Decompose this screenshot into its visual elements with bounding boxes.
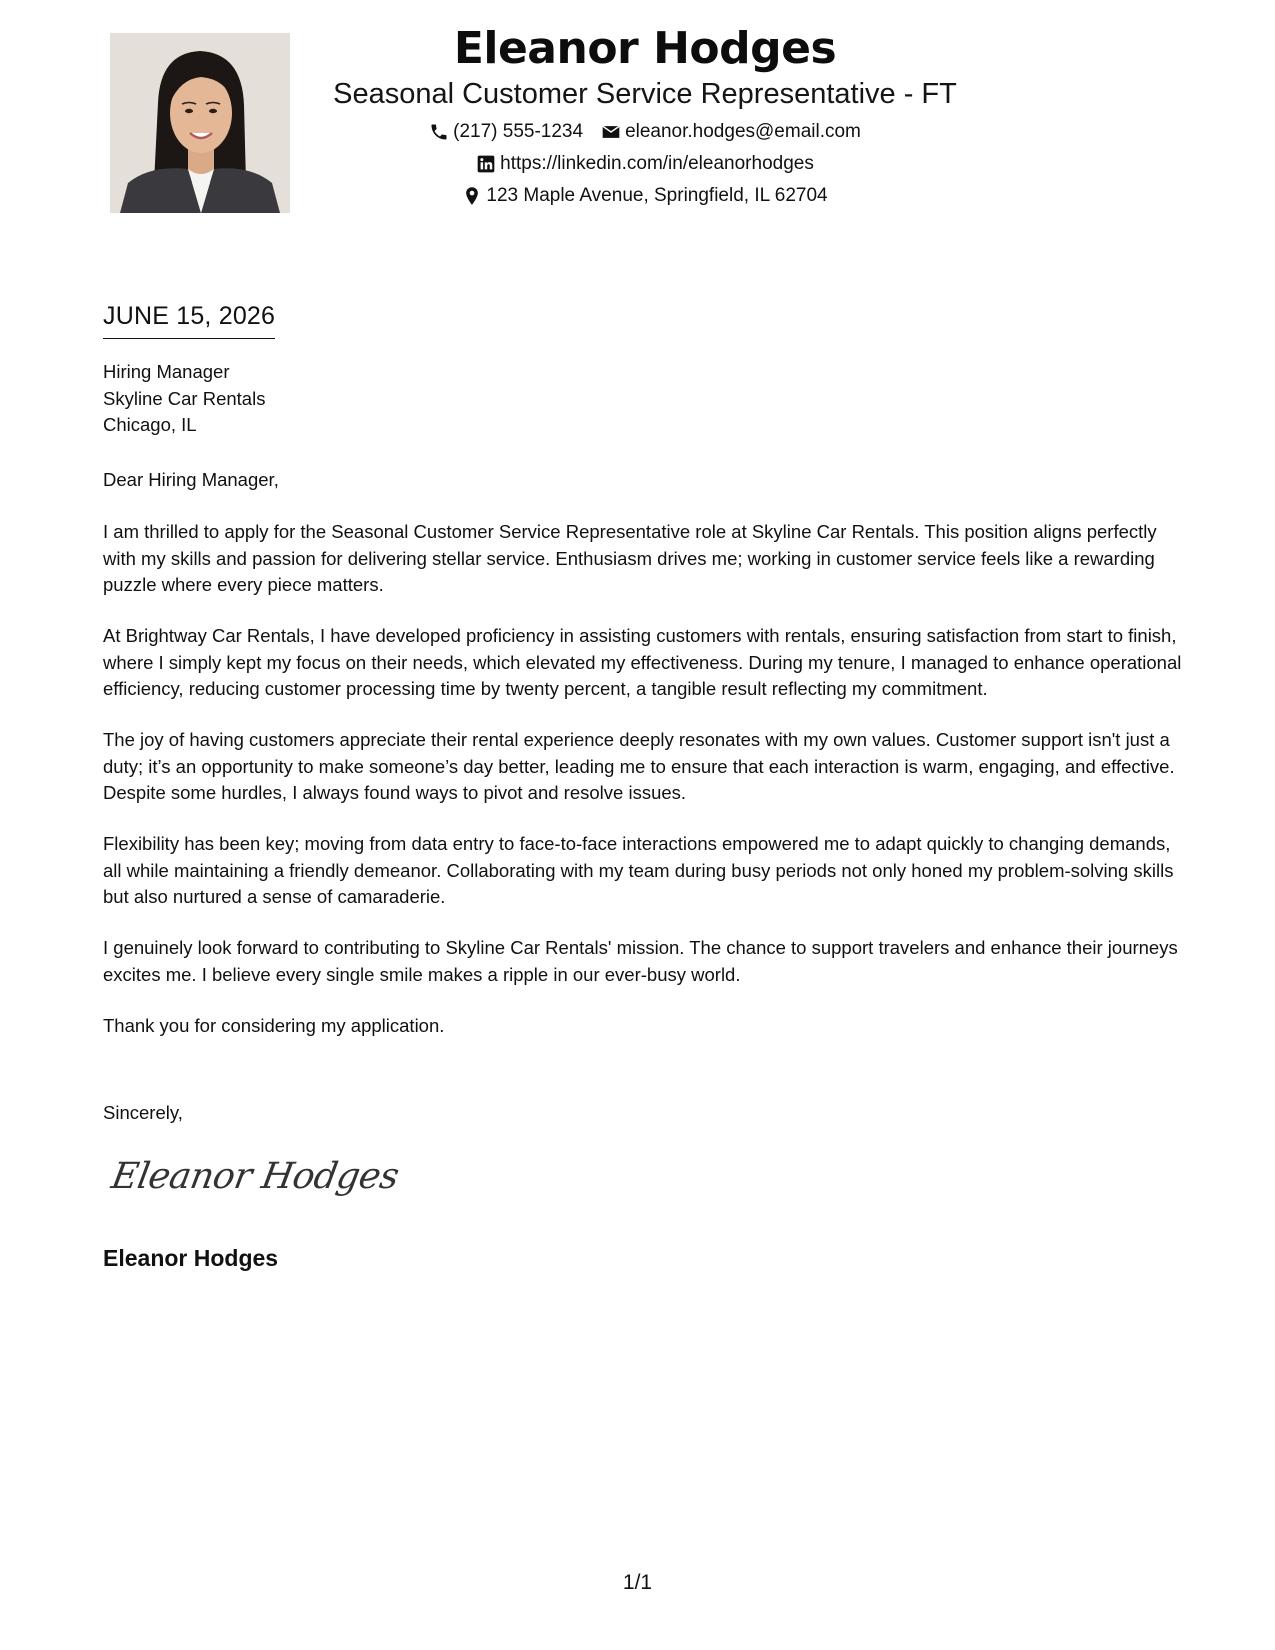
job-title: Seasonal Customer Service Representative - FT [333,78,957,110]
salutation: Dear Hiring Manager, [103,469,279,490]
email-contact [601,120,861,144]
body-paragraph: Flexibility has been key; moving from data entry to face-to-face interactions empowered me to adapt quickly to changing demands, all while maintaining a friendly demeanor. Collaborating with my team during busy periods not only honed my problem-solving skills but also nurtured a sense of camaraderie. [103,833,1174,907]
letter-header [300,22,990,208]
body-paragraph: I am thrilled to apply for the Seasonal Customer Service Representative role at Skyline Car Rentals. This position aligns perfectly with my skills and passion for delivering stellar service. Enthusiasm drives me; working in customer service feels like a rewarding puzzle where every piece matters. [103,521,1157,595]
recipient-block [103,359,265,439]
contact-line-phone-email [300,120,990,144]
signer-name: Eleanor Hodges [103,1245,279,1271]
recipient-line: Skyline Car Rentals [103,387,266,409]
body-paragraph: I genuinely look forward to contributing to Skyline Car Rentals' mission. The chance to support travelers and enhance their journeys excites me. I believe every single smile makes a ripple in our ever-busy world. [103,937,1178,985]
street-address: 123 Maple Avenue, Springfield, IL 62704 [486,185,828,206]
recipient-line: Chicago, IL [103,414,197,435]
closing: Sincerely, [103,1102,183,1123]
contact-line-linkedin [300,152,990,176]
linkedin-contact [476,152,814,176]
linkedin-icon [476,154,496,174]
email-address: eleanor.hodges@email.com [625,121,861,142]
letter-date: JUNE 15, 2026 [103,300,275,339]
address-contact [462,184,827,208]
linkedin-url: https://linkedin.com/in/eleanorhodges [500,153,814,174]
body-paragraph: At Brightway Car Rentals, I have developed proficiency in assisting customers with rentals, ensuring satisfaction from start to finish, where I simply kept my focus on their needs, which elevated my effectiveness. During my tenure, I managed to enhance operational efficiency, reducing customer processing time by twenty percent, a tangible result reflecting my commitment. [103,625,1182,699]
phone-contact [429,120,583,144]
phone-icon [429,122,449,142]
body-paragraph: The joy of having customers appreciate their rental experience deeply resonates with my own values. Customer support isn't just a duty; it’s an opportunity to make someone’s day better, leading me to ensure that each interaction is warm, engaging, and effective. Despite some hurdles, I always found ways to pivot and resolve issues. [103,729,1175,803]
recipient-line: Hiring Manager [103,361,230,382]
contact-line-address [300,184,990,208]
body-paragraph: Thank you for considering my application. [103,1015,445,1036]
applicant-name: Eleanor Hodges [453,23,837,74]
page-number: 1/1 [622,1571,653,1594]
map-marker-icon [462,186,482,206]
phone-number: (217) 555-1234 [453,121,584,142]
handwritten-signature: Eleanor Hodges [108,1156,402,1197]
profile-photo [110,33,290,213]
envelope-icon [601,122,621,142]
